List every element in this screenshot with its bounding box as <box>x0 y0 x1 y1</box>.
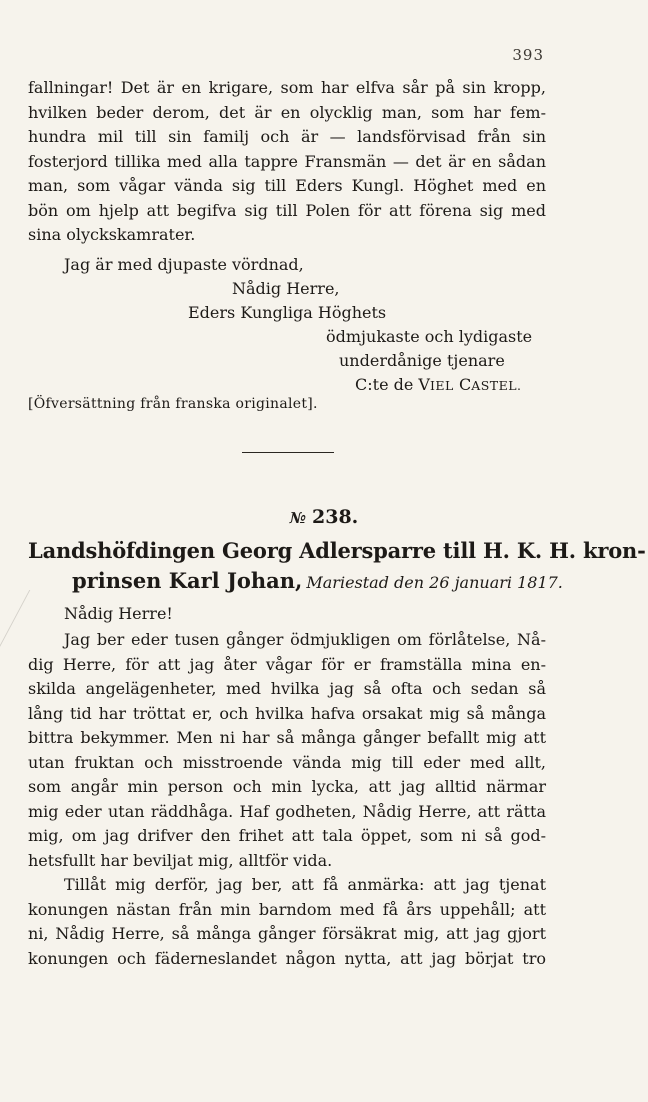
text-line: lång tid har tröttat er, och hvilka hafva orsakat mig så många <box>28 703 546 723</box>
closing-line: Nådig Herre, <box>232 279 340 298</box>
text-line: hvilken beder derom, det är en olycklig man, som har fem- <box>28 102 546 122</box>
salutation: Nådig Herre! <box>64 604 173 623</box>
text-line: dig Herre, för att jag åter vågar för er framställa mina en- <box>28 654 546 674</box>
text-line: sina olyckskamrater. <box>28 225 196 244</box>
signature-rest: IEL <box>429 378 454 393</box>
text-line: konungen och fäderneslandet någon nytta, att jag börjat tro <box>28 948 546 968</box>
text-line: hetsfullt har beviljat mig, alltför vida. <box>28 850 333 870</box>
text-line: bittra bekymmer. Men ni har så många gånger befallt mig att <box>28 728 546 747</box>
heading-place-date: Mariestad den 26 januari 1817. <box>306 573 563 592</box>
text-line: Tillåt mig derför, jag ber, att få anmärka: att jag tjenat <box>64 875 546 894</box>
section-divider <box>242 452 334 453</box>
signature-prefix: C:te de <box>355 375 414 394</box>
text-line: skilda angelägenheter, med hvilka jag så ofta och sedan så <box>28 679 546 698</box>
text-line: konungen nästan från min barndom med få års uppehåll; att <box>28 899 546 919</box>
heading-line <box>28 566 563 598</box>
signature-initial: C <box>458 375 472 394</box>
text-line: ni, Nådig Herre, så många gånger försäkrat mig, att jag gjort <box>28 924 546 943</box>
closing-line: underdånige tjenare <box>339 351 505 370</box>
closing-line: Eders Kungliga Höghets <box>188 303 387 322</box>
text-line: hundra mil till sin familj och är — landsförvisad från sin <box>28 127 546 146</box>
text-line: fallningar! Det är en krigare, som har elfva sår på sin kropp, <box>28 78 546 97</box>
signature <box>355 373 522 399</box>
letter-body <box>28 628 546 971</box>
text-line: fosterjord tillika med alla tappre Fransmän — det är en sådan <box>28 151 546 171</box>
text-line: som angår min person och min lycka, att jag alltid närmar <box>28 777 546 796</box>
document-number <box>0 506 648 528</box>
text-line: man, som vågar vända sig till Eders Kungl. Höghet med en <box>28 176 546 195</box>
text-line: mig, om jag drifver den frihet att tala öppet, som ni så god- <box>28 826 546 845</box>
heading-line: Landshöfdingen Georg Adlersparre till H. K. H. kron- <box>28 538 646 563</box>
text-line: Jag ber eder tusen gånger ödmjukligen om förlåtelse, Nå- <box>64 630 546 649</box>
closing-line: Jag är med djupaste vördnad, <box>64 255 304 274</box>
page-number: 393 <box>512 46 544 64</box>
document-heading <box>28 536 646 598</box>
text-line: bön om hjelp att begifva sig till Polen för att förena sig med <box>28 200 546 220</box>
heading-line2-text: prinsen Karl Johan, <box>72 568 303 593</box>
number-sign: № <box>289 509 307 527</box>
closing-line: ödmjukaste och lydigaste <box>326 327 533 346</box>
translation-note: [Öfversättning från franska originalet]. <box>28 396 318 412</box>
text-line: utan fruktan och misstroende vända mig till eder med allt, <box>28 752 546 772</box>
text-line: mig eder utan räddhåga. Haf godheten, Nådig Herre, att rätta <box>28 801 546 821</box>
document-number-value: 238. <box>312 506 359 528</box>
letter-end-paragraph <box>28 76 546 248</box>
signature-rest: ASTEL. <box>471 378 522 393</box>
signature-initial: V <box>418 375 430 394</box>
